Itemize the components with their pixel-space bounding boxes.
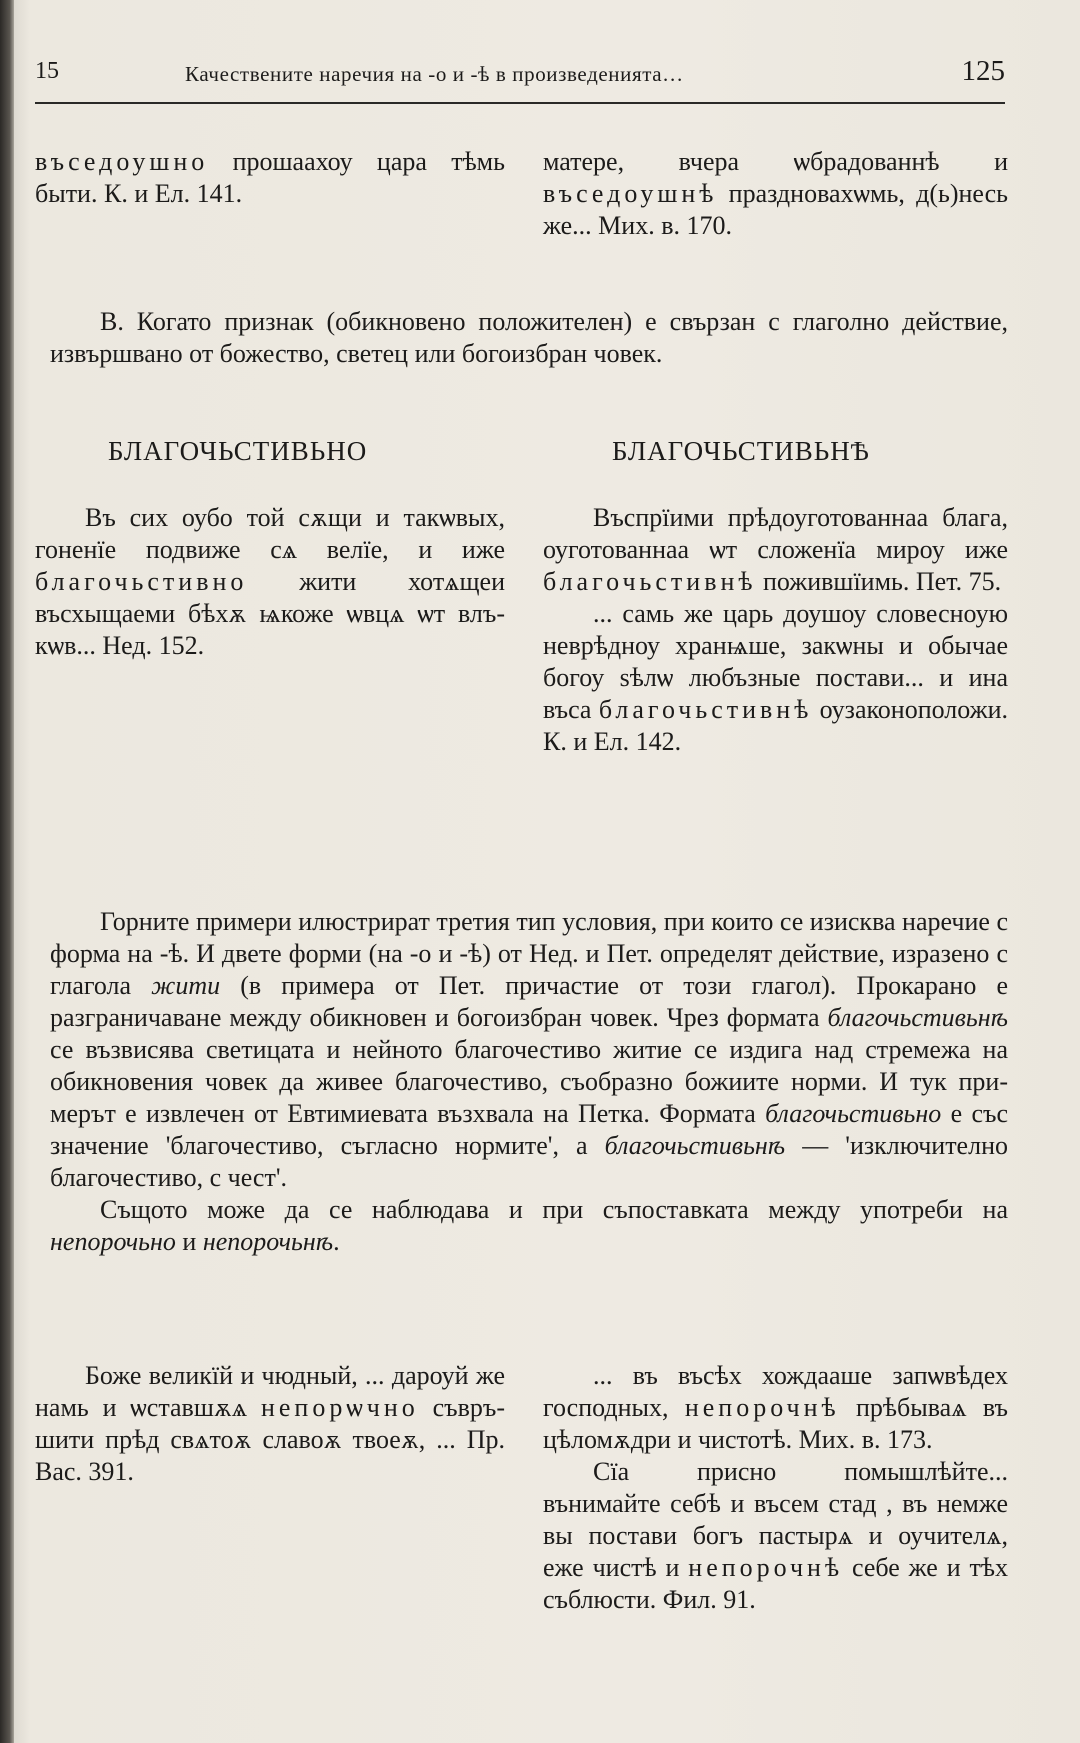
running-title: Качествените наречия на -о и -ѣ в произведенията… — [185, 62, 684, 86]
spaced-word: въседоушнѣ — [543, 179, 718, 208]
quote-text: жити хотѧщеи въсхыщаеми бѣхѫ ѩкоже ѡвцѧ ѡт влъкѡв... Нед. 152. — [35, 567, 505, 660]
paragraph-text: се възвисява светицата и нейното благочестиво житие се издига над стремежа на обикновения човек да живее благочестиво, съобразно божиите норми. И тук примерът е извлечен от Евтимиевата възхвала на Петка. Формата — [50, 1035, 1008, 1128]
quote-text: пожившїимь. Пет. 75. — [756, 567, 1002, 596]
quote-right-1 — [543, 146, 1008, 242]
spaced-word: въседоушно — [35, 147, 209, 176]
spaced-word: непорочнѣ — [688, 1553, 844, 1582]
spaced-word: благочьстивнѣ — [543, 567, 757, 596]
spaced-word: непорѡчно — [260, 1393, 419, 1422]
spaced-word: благочьстивно — [35, 567, 248, 596]
quote-left-1 — [35, 146, 505, 210]
quote-text: праздновахѡмь, д(ь)несь же... Мих. в. 170. — [543, 179, 1008, 240]
italic-term: благочьстивьнѣ — [604, 1131, 786, 1160]
book-spine-shadow — [0, 0, 14, 1743]
paragraph-main — [50, 906, 1008, 1258]
italic-term: благочьстивьно — [765, 1099, 942, 1128]
page-number-left: 15 — [35, 58, 59, 84]
quote-text: ... самь же царь доушоу словесноую неврѣдноу хранѩше, закѡны и обычае богоу ѕѣлѡ любъзные постави... и ина въса — [543, 599, 1008, 724]
spaced-word: благочьстивнѣ — [598, 695, 813, 724]
quote-right-2 — [543, 502, 1008, 758]
italic-term: непорочьно — [50, 1227, 176, 1256]
quote-text: себе же и тѣх съблюсти. Фил. 91. — [543, 1553, 1008, 1614]
quote-text: Боже великїй и чюдный, ... дароуй же намь и ѡставшѫѧ — [35, 1361, 505, 1422]
spaced-word: непорочнѣ — [684, 1393, 840, 1422]
quote-left-2 — [35, 502, 505, 662]
paragraph-text: и — [175, 1227, 203, 1256]
paragraph-text: Горните примери илюстрират третия тип условия, при които се изисква наречие с форма на -ѣ. И двете форми (на -о и -ѣ) от Нед. и Пет. определят действие, изразено с глагола — [50, 907, 1008, 1000]
quote-text: матере, вчера ѡбрадованнѣ и — [543, 147, 1008, 176]
quote-text: прѣбываѧ въ цѣломѫдри и чистотѣ. Мих. в. 173. — [543, 1393, 1008, 1454]
paragraph-text: — 'изключително благочестиво, с чест'. — [50, 1131, 1008, 1192]
italic-term: благочьстивьнѣ — [827, 1003, 1008, 1032]
quote-text: ... въ въсѣх хождааше запѡвѣдех господных, — [543, 1361, 1008, 1422]
heading-right: БЛАГОЧЬСТИВЬНѢ — [612, 436, 870, 466]
italic-term: жити — [151, 971, 221, 1000]
page-header — [35, 52, 1005, 104]
quote-text: Въ сих оубо той сѫщи и такѡвых, гоненїе подвиже сѧ велїе, и иже — [35, 503, 505, 564]
quote-right-3 — [543, 1360, 1008, 1616]
paragraph-text: . — [333, 1227, 340, 1256]
quote-text: оузаконоположи. К. и Ел. 142. — [543, 695, 1008, 756]
quote-left-3 — [35, 1360, 505, 1488]
quote-text: прошаахоу цара тѣмь быти. К. и Ел. 141. — [35, 147, 505, 208]
quote-text: Въспрїими прѣдоуготованнаа блага, оуготованнаа ѡт сложенїа мироу иже — [543, 503, 1008, 564]
paragraph-text: е със значение 'благочестиво, съгласно нормите', а — [50, 1099, 1008, 1160]
quote-text: Сїа присно помышлѣйте... вънимайте себѣ и въсем стад , въ немже вы постави богъ пастырѧ и оучителѧ, еже чистѣ и — [543, 1457, 1008, 1582]
page-number-right: 125 — [961, 55, 1005, 87]
heading-left: БЛАГОЧЬСТИВЬНО — [108, 436, 368, 466]
paragraph-text: Същото може да се наблюдава и при съпоставката между употреби на — [100, 1195, 1008, 1224]
italic-term: непорочьнѣ — [202, 1227, 334, 1256]
paragraph-v — [50, 306, 1008, 370]
paragraph-text: В. Когато признак (обикновено положителен) е свързан с глаголно действие, извършвано от божество, светец или богоизбран човек. — [50, 307, 1008, 368]
quote-text: съвръшити прѣд свѧтоѫ славоѫ твоеѫ, ... Пр. Вас. 391. — [35, 1393, 505, 1486]
paragraph-text: (в примера от Пет. причастие от този глагол). Прокарано е разграничаване между обикновен и богоизбран човек. Чрез формата — [50, 971, 1008, 1032]
